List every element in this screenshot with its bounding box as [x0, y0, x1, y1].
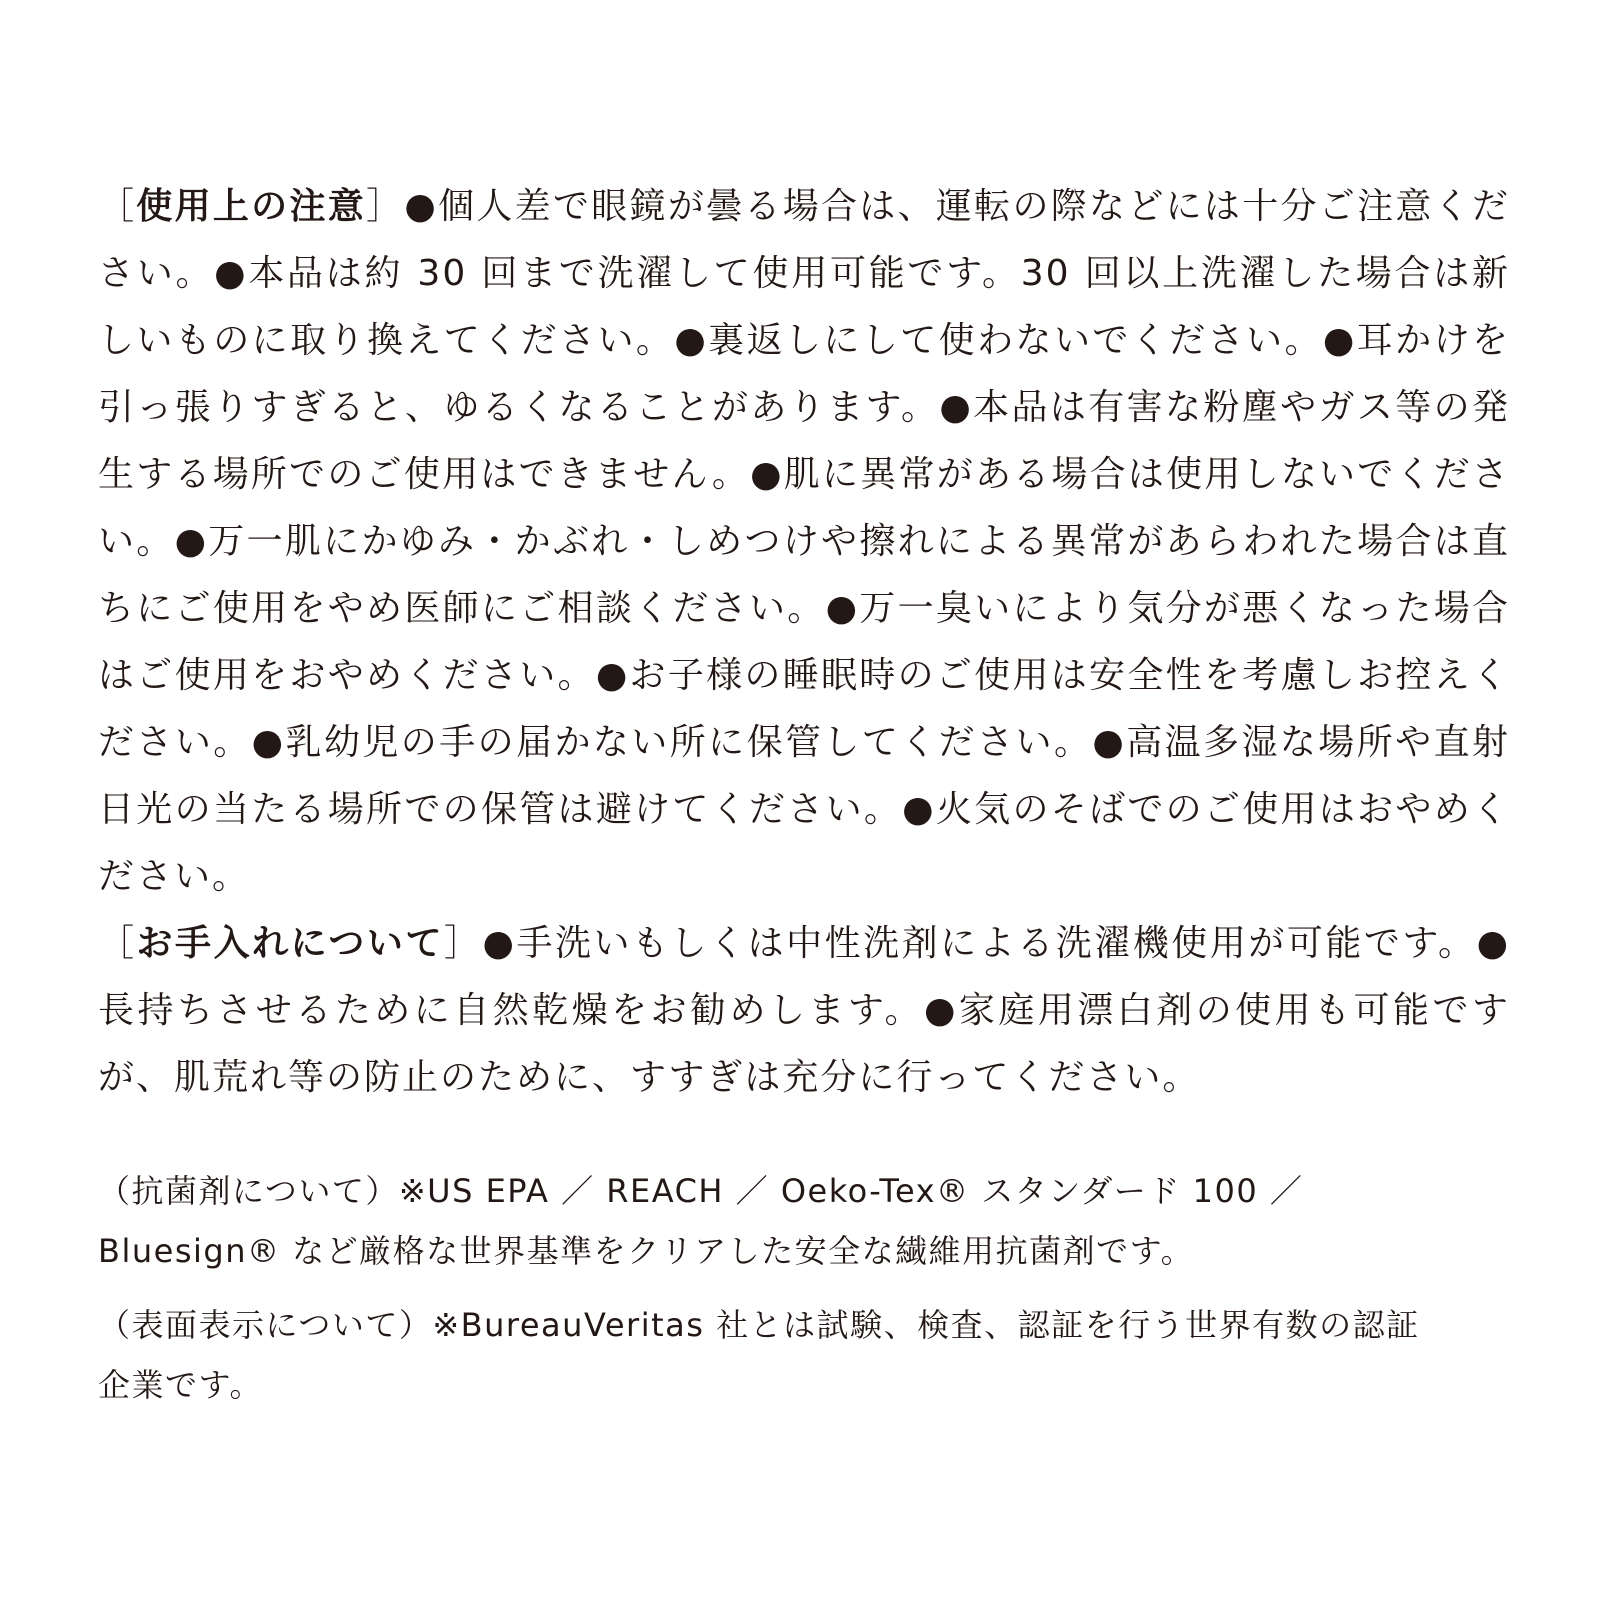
usage-caution-bracket-open: ［: [98, 186, 137, 227]
usage-caution-bracket-close: ］: [366, 186, 405, 227]
document: [98, 173, 1510, 1415]
notes-block: [98, 1161, 1428, 1415]
care-body: ●手洗いもしくは中性洗剤による洗濯機使用が可能です。●長持ちさせるために自然乾燥をお勧めします。●家庭用漂白剤の使用も可能ですが、肌荒れ等の防止のために、すすぎは充分に行ってください。: [98, 923, 1510, 1098]
usage-caution-body: ●個人差で眼鏡が曇る場合は、運転の際などには十分ご注意ください。●本品は約 30 回まで洗濯して使用可能です。30 回以上洗濯した場合は新しいものに取り換えてください。●裏返しにして使わないでください。●耳かけを引っ張りすぎると、ゆるくなることがあります。●本品は有害な粉塵やガス等の発生する場所でのご使用はできません。●肌に異常がある場合は使用しないでください。●万一肌にかゆみ・かぶれ・しめつけや擦れによる異常があらわれた場合は直ちにご使用をやめ医師にご相談ください。●万一臭いにより気分が悪くなった場合はご使用をおやめください。●お子様の睡眠時のご使用は安全性を考慮しお控えください。●乳幼児の手の届かない所に保管してください。●高温多湿な場所や直射日光の当たる場所での保管は避けてください。●火気のそばでのご使用はおやめください。: [98, 186, 1510, 897]
care-bracket-open: ［: [98, 923, 137, 964]
surface-label-note: （表面表示について）※BureauVeritas 社とは試験、検査、認証を行う世界有数の認証企業です。: [98, 1306, 1420, 1404]
care-heading: お手入れについて: [136, 923, 444, 964]
antibacterial-note: （抗菌剤について）※US EPA ／ REACH ／ Oeko-Tex® スタンダード 100 ／ Bluesign® など厳格な世界基準をクリアした安全な繊維用抗菌剤です。: [98, 1172, 1304, 1270]
usage-caution-section: [98, 173, 1510, 910]
main-text-block: [98, 173, 1510, 1111]
care-section: [98, 910, 1510, 1111]
usage-caution-heading: 使用上の注意: [136, 186, 367, 227]
care-bracket-close: ］: [443, 923, 483, 964]
